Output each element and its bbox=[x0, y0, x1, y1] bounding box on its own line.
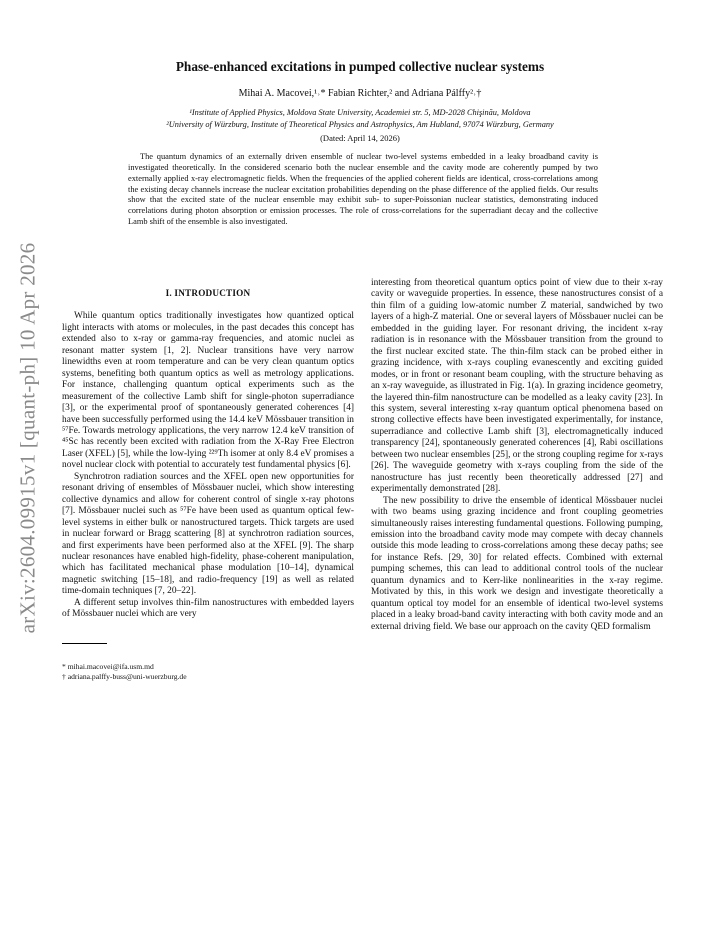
affiliation-1: ¹Institute of Applied Physics, Moldova State University, Academiei str. 5, MD-2028 Chişinău, Moldova bbox=[189, 108, 531, 117]
affiliation-2: ²University of Würzburg, Institute of Theoretical Physics and Astrophysics, Am Hubland, 97074 Würzburg, Germany bbox=[166, 120, 554, 129]
intro-paragraph-1: While quantum optics traditionally investigates how quantized optical light interacts with atoms or molecules, in the past decades this concept has extended also to x-ray or gamma-ray frequencies, and atomic nuclei as resonant matter system [1, 2]. Nuclear transitions have very narrow linewidths even at room temperature and can be very clean quantum optics systems, benefiting both quantum optics as well as metrology applications. For instance, challenging quantum optical experiments such as the measurement of the collective Lamb shift for single-photon superradiance [3], or the experimental proof of spontaneously generated coherences [4] have been successfully performed using the 14.4 keV Mössbauer transition in ⁵⁷Fe. Towards metrology applications, the very narrow 12.4 keV transition of ⁴⁵Sc has recently been excited with radiation from the X-Ray Free Electron Laser (XFEL) [5], while the low-lying ²²⁹Th isomer at only 8.4 eV promises a novel nuclear clock with potential to accurately test fundamental physics [6]. bbox=[62, 311, 354, 471]
footnote-2: † adriana.palffy-buss@uni-wuerzburg.de bbox=[62, 671, 187, 681]
footnote-rule bbox=[62, 643, 107, 644]
left-column bbox=[62, 288, 354, 682]
author-list: Mihai A. Macovei,¹˒* Fabian Richter,² and Adriana Pálffy²˒† bbox=[238, 88, 482, 99]
intro-paragraph-3: A different setup involves thin-film nanostructures with embedded layers of Mössbauer nuclei which are very bbox=[62, 597, 354, 620]
footnote-1: * mihai.macovei@ifa.usm.md bbox=[62, 661, 154, 671]
intro-paragraph-2: Synchrotron radiation sources and the XFEL open new opportunities for resonant driving of ensembles of Mössbauer nuclei, which show interesting collective dynamics and allow for coherent control of single x-ray photons [7]. Mössbauer nuclei such as ⁵⁷Fe have been used as quantum optical few-level systems in either bulk or nanostructured targets. Thick targets are used in nuclear forward or Bragg scattering [8] at synchrotron radiation sources, and first experiments have been performed also at the XFEL [9]. The sharp nuclear resonances have enabled high-fidelity, phase-coherent manipulation, which has facilitated mechanical phase modulation [10–14], dynamical magnetic switching [15–18], and radio-frequency [19] as well as related time-domain techniques [7, 20–22]. bbox=[62, 471, 354, 597]
intro-paragraph-4: interesting from theoretical quantum optics point of view due to their x-ray cavity or waveguide properties. In essence, these nanostructures consist of a thin film of a guiding low-atomic number Z material, sandwiched by two layers of a high-Z material. One or several layers of Mössbauer nuclei can be embedded in the guiding layer. For resonant driving, the incident x-ray radiation is in resonance with the Mössbauer transition from the ground to the first nuclear excited state. The thin-film stack can be probed either in grazing incidence, with x-rays coupling evanescently and exciting guided modes, or in front or resonant beam coupling, with the structure behaving as an x-ray waveguide, as illustrated in Fig. 1(a). In grazing incidence geometry, the layered thin-film nanostructure can be modelled as a leaky cavity [23]. In this system, several interesting x-ray quantum optical phenomena based on strong collective effects have been investigated experimentally, for instance, superradiance and collective Lamb shift [3], electromagnetically induced transparency [24], spontaneously generated coherences [4], Rabi oscillations between two nuclear ensembles [25], or the strong coupling regime for x-rays [26]. The waveguide geometry with x-rays coupling from the side of the nanostructure has just recently been theoretically addressed [27] and experimentally demonstrated [28]. bbox=[371, 278, 663, 495]
paper-title: Phase-enhanced excitations in pumped collective nuclear systems bbox=[175, 59, 545, 74]
intro-paragraph-5: The new possibility to drive the ensemble of identical Mössbauer nuclei with two beams using grazing incidence and front coupling geometries simultaneously raises interesting fundamental questions. Following pumping, emission into the broadband cavity mode may compete with decay channels outside this mode leading to cross-correlations among these decay paths; see for instance Refs. [29, 30] for related effects. Combined with external pumping schemes, this can lead to additional control tools of the nuclear quantum dynamics and to Kerr-like nonlinearities in the x-ray regime. Motivated by this, in this work we design and investigate theoretically a quantum optical toy model for an ensemble of identical two-level systems placed in a leaky broad-band cavity interacting with both cavity mode and an external driving field. We base our approach on the cavity QED formalism bbox=[371, 495, 663, 632]
arxiv-stamp bbox=[8, 238, 48, 638]
abstract: The quantum dynamics of an externally driven ensemble of nuclear two-level systems embedded in a leaky broadband cavity is investigated theoretically. In the considered scenario both the nuclear ensemble and the cavity mode are coherently pumped by two externally applied x-ray electromagnetic fields. When the frequencies of the applied coherent fields are identical, cross-correlations among the existing decay channels increase the nuclear excitation probabilities depending on the phase difference of the applied fields. Our results show that the excited state of the nuclear ensemble may exhibit sub- to super-Poissonian nuclear statistics, demonstrating induced correlations during photon absorption or emission processes. The role of cross-correlations for the superradiant decay and the collective Lamb shift of the ensemble is also investigated. bbox=[128, 152, 598, 227]
right-column bbox=[371, 278, 663, 633]
section-heading: I. INTRODUCTION bbox=[165, 288, 251, 298]
date-line: (Dated: April 14, 2026) bbox=[320, 133, 400, 143]
arxiv-stamp-text: arXiv:2604.09915v1 [quant-ph] 10 Apr 2026 bbox=[15, 242, 40, 634]
